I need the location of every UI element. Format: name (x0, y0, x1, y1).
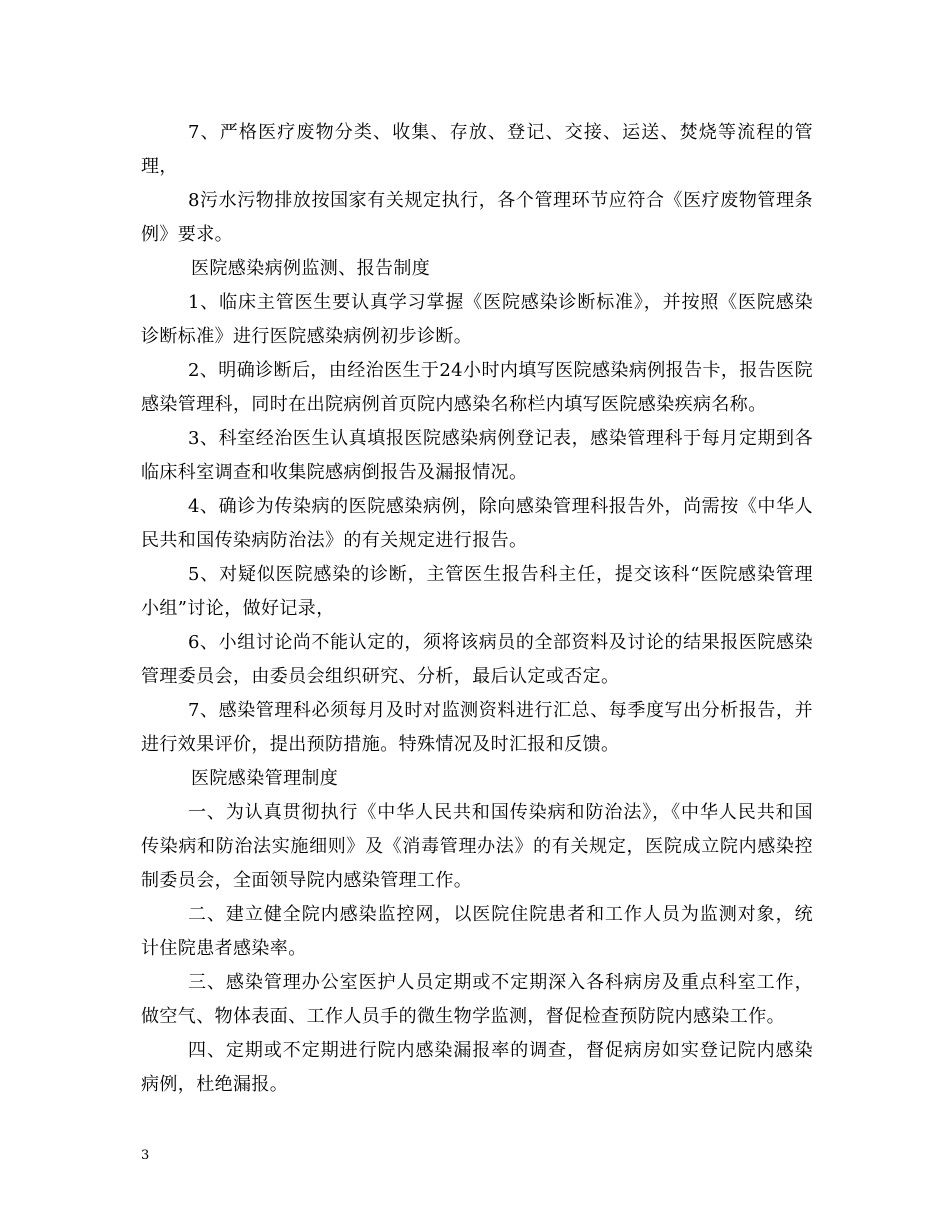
paragraph-monitoring-3: 3、科室经治医生认真填报医院感染病例登记表，感染管理科于每月定期到各临床科室调查和收集院感病倒报告及漏报情况。 (141, 428, 813, 483)
paragraph-management-4: 四、定期或不定期进行院内感染漏报率的调查，督促病房如实登记院内感染病例，杜绝漏报。 (141, 1040, 813, 1095)
paragraph-waste-8: 8污水污物排放按国家有关规定执行，各个管理环节应符合《医疗废物管理条例》要求。 (141, 190, 813, 245)
page-number: 3 (141, 1148, 150, 1163)
paragraph-management-1: 一、为认真贯彻执行《中华人民共和国传染病和防治法》，《中华人民共和国传染病和防治法实施细则》及《消毒管理办法》的有关规定，医院成立院内感染控制委员会，全面领导院内感染管理工作。 (141, 802, 813, 891)
paragraph-monitoring-6: 6、小组讨论尚不能认定的，须将该病员的全部资料及讨论的结果报医院感染管理委员会，由委员会组织研究、分析，最后认定或否定。 (141, 632, 813, 687)
paragraph-management-2: 二、建立健全院内感染监控网，以医院住院患者和工作人员为监测对象，统计住院患者感染率。 (141, 904, 813, 959)
section-heading-infection-management: 医院感染管理制度 (191, 768, 339, 789)
paragraph-monitoring-7: 7、感染管理科必须每月及时对监测资料进行汇总、每季度写出分析报告，并进行效果评价，提出预防措施。特殊情况及时汇报和反馈。 (141, 700, 813, 755)
section-heading-infection-monitoring: 医院感染病例监测、报告制度 (191, 258, 431, 279)
document-body (141, 116, 813, 1102)
paragraph-management-3: 三、感染管理办公室医护人员定期或不定期深入各科病房及重点科室工作，做空气、物体表面、工作人员手的微生物学监测，督促检查预防院内感染工作。 (141, 972, 813, 1027)
paragraph-monitoring-5: 5、对疑似医院感染的诊断，主管医生报告科主任，提交该科“医院感染管理小组”讨论，做好记录， (141, 564, 813, 619)
paragraph-monitoring-1: 1、临床主管医生要认真学习掌握《医院感染诊断标准》，并按照《医院感染诊断标准》进行医院感染病例初步诊断。 (141, 292, 813, 347)
paragraph-monitoring-4: 4、确诊为传染病的医院感染病例，除向感染管理科报告外，尚需按《中华人民共和国传染病防治法》的有关规定进行报告。 (141, 496, 813, 551)
paragraph-waste-7: 7、严格医疗废物分类、收集、存放、登记、交接、运送、焚烧等流程的管理， (141, 122, 813, 177)
paragraph-monitoring-2: 2、明确诊断后，由经治医生于24小时内填写医院感染病例报告卡，报告医院感染管理科，同时在出院病例首页院内感染名称栏内填写医院感染疾病名称。 (141, 360, 813, 415)
